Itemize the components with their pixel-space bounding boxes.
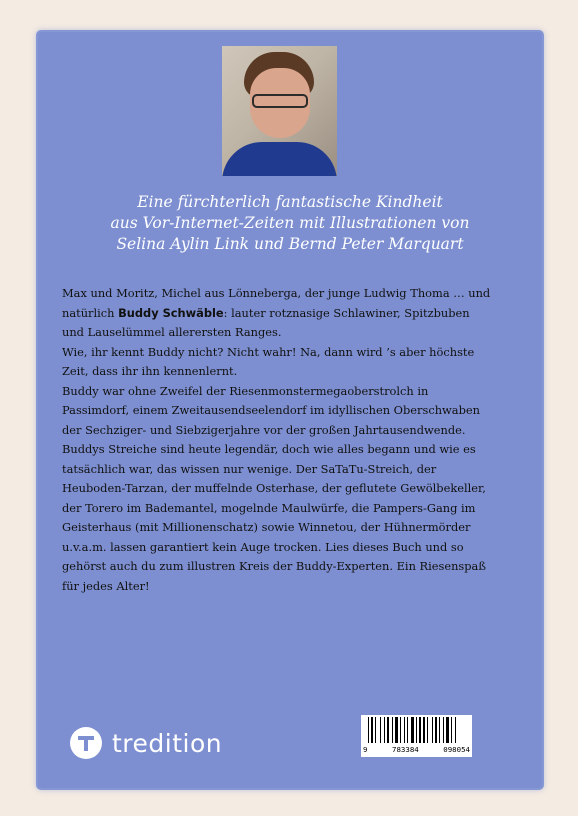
barcode-bar bbox=[439, 717, 440, 743]
barcode-bar bbox=[368, 717, 369, 743]
barcode-bar bbox=[432, 717, 433, 743]
barcode-bar bbox=[423, 717, 425, 743]
book-subtitle bbox=[60, 192, 520, 255]
barcode-bar bbox=[404, 717, 405, 743]
barcode-bar bbox=[435, 717, 437, 743]
barcode-bar bbox=[387, 717, 389, 743]
blurb-p1-end: : lauter rotznasige Schlawiner, Spitzbuben und Lauselümmel allerersten Ranges. bbox=[62, 305, 470, 339]
blurb-p1-start: Max und Moritz, Michel aus Lönneberga, der junge Ludwig Thoma … und natürlich bbox=[62, 286, 491, 320]
author-photo bbox=[222, 46, 337, 176]
isbn-first-digit: 9 bbox=[363, 745, 368, 754]
subtitle-line-2: aus Vor-Internet-Zeiten mit Illustrationen von bbox=[110, 214, 470, 232]
isbn-group-2: 098054 bbox=[443, 745, 470, 754]
barcode-bar bbox=[427, 717, 428, 743]
barcode-bar bbox=[451, 717, 452, 743]
blurb-text bbox=[62, 284, 492, 596]
barcode-bar bbox=[371, 717, 373, 743]
barcode-bar bbox=[380, 717, 381, 743]
isbn-group-1: 783384 bbox=[392, 745, 419, 754]
barcode-bar bbox=[384, 717, 385, 743]
barcode-bar bbox=[375, 717, 376, 743]
subtitle-line-3: Selina Aylin Link und Bernd Peter Marquart bbox=[116, 235, 464, 253]
barcode-bar bbox=[407, 717, 408, 743]
subtitle-line-1: Eine fürchterlich fantastische Kindheit bbox=[137, 193, 443, 211]
barcode-bars bbox=[364, 717, 469, 745]
barcode-bar bbox=[455, 717, 456, 743]
tredition-logo-icon bbox=[70, 727, 102, 759]
blurb-paragraph-1 bbox=[62, 284, 492, 343]
isbn-barcode bbox=[361, 715, 472, 757]
barcode-bar bbox=[416, 717, 417, 743]
barcode-bar bbox=[411, 717, 414, 743]
barcode-bar bbox=[419, 717, 421, 743]
blurb-paragraph-2: Wie, ihr kennt Buddy nicht? Nicht wahr! Na, dann wird ’s aber höchste Zeit, dass ihr ihn kennenlernt. bbox=[62, 344, 475, 378]
author-shirt bbox=[222, 142, 337, 176]
barcode-bar bbox=[446, 717, 449, 743]
blurb-hero-name: Buddy Schwäble bbox=[118, 305, 224, 320]
publisher-name: tredition bbox=[112, 728, 223, 758]
barcode-bar bbox=[400, 717, 401, 743]
barcode-bar bbox=[392, 717, 393, 743]
publisher-logo bbox=[70, 726, 222, 760]
barcode-bar bbox=[443, 717, 444, 743]
barcode-bar bbox=[395, 717, 398, 743]
author-glasses-icon bbox=[252, 94, 308, 108]
isbn-number bbox=[363, 745, 470, 754]
blurb-paragraph-3: Buddy war ohne Zweifel der Riesenmonstermegaoberstrolch in Passimdorf, einem Zweitausendseelendorf im idyllischen Oberschwaben der Sechziger- und Siebzigerjahre vor der großen Jahrtausendwende. Buddys Streiche sind heute legendär, doch wie alles begann und wie es tatsächlich war, das wissen nur wenige. Der SaTaTu-Streich, der Heuboden-Tarzan, der muffelnde Osterhase, der geflutete Gewölbekeller, der Torero im Bademantel, mogelnde Maulwürfe, die Pampers-Gang im Geisterhaus (mit Millionenschatz) sowie Winnetou, der Hühnermörder u.v.a.m. lassen garantiert kein Auge trocken. Lies dieses Buch und so gehörst auch du zum illustren Kreis der Buddy-Experten. Ein Riesenspaß für jedes Alter! bbox=[62, 383, 486, 593]
